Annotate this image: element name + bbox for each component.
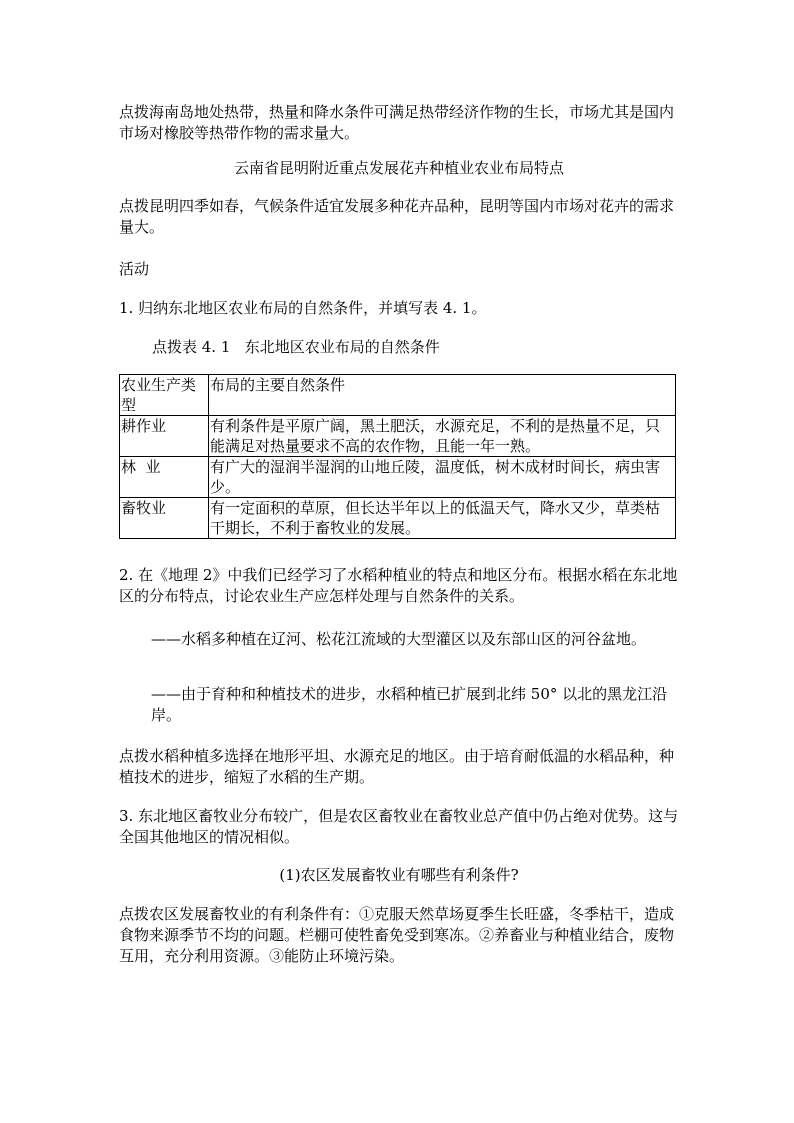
table-cell-condition: 有利条件是平原广阔，黑土肥沃，水源充足，不利的是热量不足，只能满足对热量要求不高的农作物，且能一年一熟。 [209,416,676,457]
heading-activity: 活动 [119,260,150,278]
question-2-detail-2: ——由于育种和种植技术的进步，水稻种植已扩展到北纬 50° 以北的黑龙江沿岸。 [151,685,668,724]
table-row [120,457,676,498]
table-cell-condition: 有一定面积的草原，但长达半年以上的低温天气，降水又少，草类枯干期长，不利于畜牧业的发展。 [209,498,676,539]
question-1: 1. 归纳东北地区农业布局的自然条件，并填写表 4. 1。 [119,299,487,317]
question-2: 2. 在《地理 2》中我们已经学习了水稻种植业的特点和地区分布。根据水稻在东北地区的分布特点，讨论农业生产应怎样处理与自然条件的关系。 [119,566,678,605]
table-cell-type: 畜牧业 [120,498,209,539]
table-header-cell: 布局的主要自然条件 [209,375,676,416]
table-row [120,498,676,539]
table-row [120,416,676,457]
table-cell-type: 耕作业 [120,416,209,457]
question-3-sub: (1)农区发展畜牧业有哪些有利条件? [279,866,519,884]
table-header-row [120,375,676,416]
table-caption: 点拨表 4. 1 东北地区农业布局的自然条件 [152,338,440,356]
table-cell-type: 林 业 [120,457,209,498]
paragraph-hainan: 点拨海南岛地处热带，热量和降水条件可满足热带经济作物的生长，市场尤其是国内市场对橡胶等热带作物的需求量大。 [119,103,675,142]
paragraph-livestock-hint: 点拨农区发展畜牧业的有利条件有：①克服天然草场夏季生长旺盛，冬季枯干，造成食物来源季节不均的问题。栏棚可使牲畜免受到寒冻。②养畜业与种植业结合，废物互用，充分利用资源。③能防止环境污染。 [119,905,675,965]
question-2-detail-1: ——水稻多种植在辽河、松花江流域的大型灌区以及东部山区的河谷盆地。 [151,630,647,648]
table-header-cell: 农业生产类型 [120,375,209,416]
paragraph-kunming: 点拨昆明四季如春，气候条件适宜发展多种花卉品种，昆明等国内市场对花卉的需求量大。 [119,197,675,236]
table-cell-condition: 有广大的湿润半湿润的山地丘陵，温度低，树木成材时间长，病虫害少。 [209,457,676,498]
natural-conditions-table [119,374,676,539]
heading-yunnan: 云南省昆明附近重点发展花卉种植业农业布局特点 [233,159,564,177]
paragraph-rice-hint: 点拨水稻种植多选择在地形平坦、水源充足的地区。由于培育耐低温的水稻品种，种植技术的进步，缩短了水稻的生产期。 [119,747,675,786]
question-3: 3. 东北地区畜牧业分布较广，但是农区畜牧业在畜牧业总产值中仍占绝对优势。这与全国其他地区的情况相似。 [119,807,679,846]
